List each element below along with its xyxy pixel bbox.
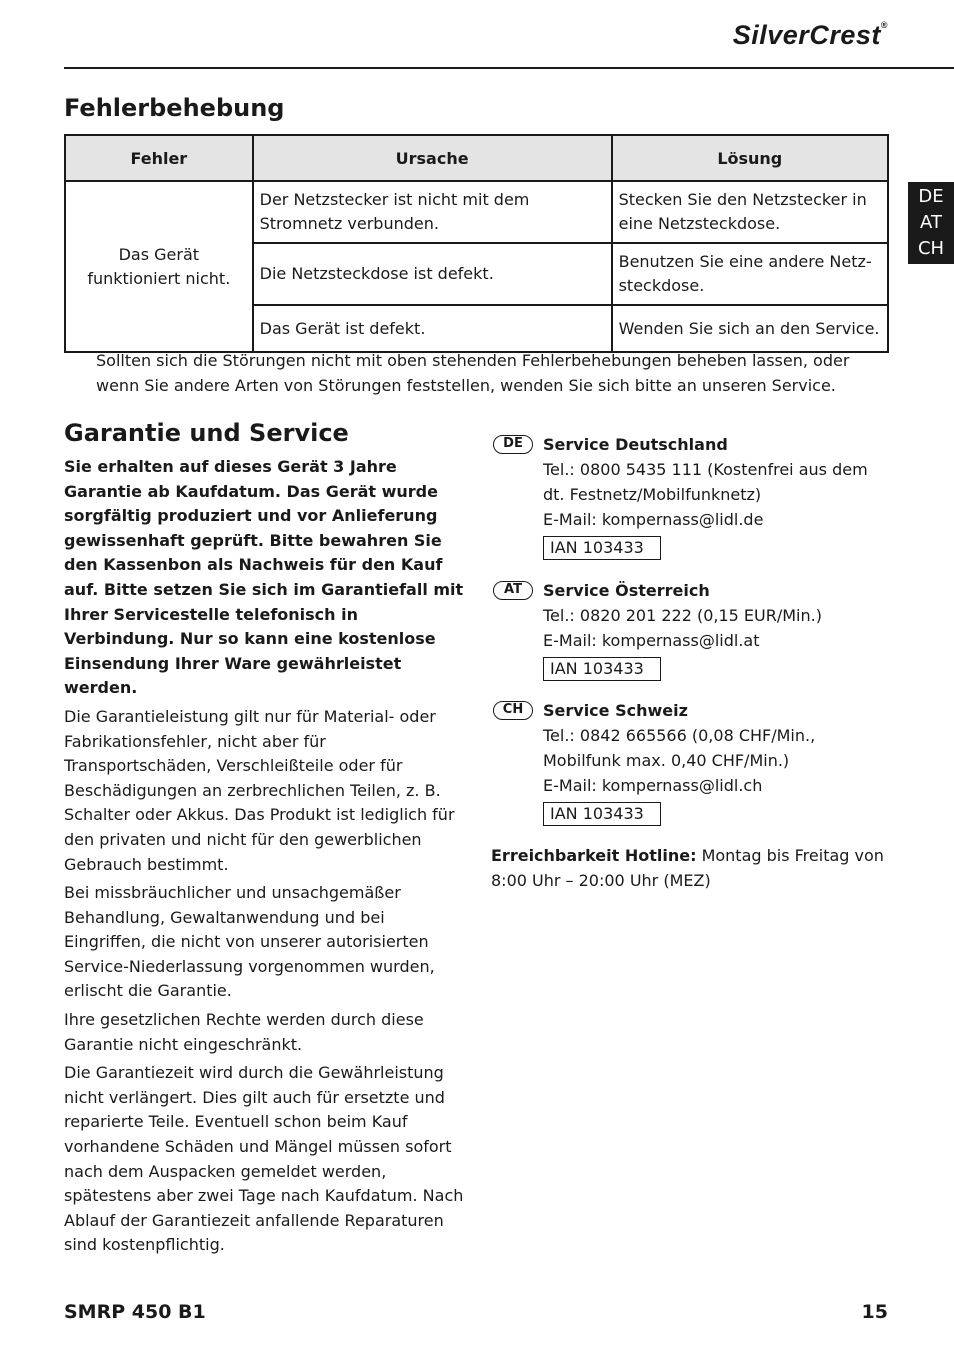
loesung-cell: Stecken Sie den Netzstecker in eine Netzsteckdose. [612, 181, 888, 243]
footer-model: SMRP 450 B1 [64, 1301, 206, 1323]
service-block-de [491, 432, 891, 560]
service-title: Service Schweiz [543, 701, 688, 720]
service-block-ch [491, 698, 891, 826]
hotline-label: Erreichbarkeit Hotline: [491, 846, 697, 865]
service-email: E-Mail: kompernass@lidl.de [543, 510, 764, 529]
warranty-paragraph: Bei missbräuchlicher und unsachgemäßer Behandlung, Gewaltanwendung und bei Eingriffen, die nicht von unserer autorisierten Service-Niederlassung vorgenommen wurden, erlischt die Garantie. [64, 883, 435, 1001]
service-line: Tel.: 0820 201 222 (0,15 EUR/Min.) [543, 606, 822, 625]
service-line: dt. Festnetz/Mobilfunknetz) [543, 485, 762, 504]
warranty-text [64, 455, 466, 1262]
ian-box: IAN 103433 [543, 802, 661, 826]
service-line: Mobilfunk max. 0,40 CHF/Min.) [543, 751, 790, 770]
country-badge-de: DE [493, 435, 533, 454]
table-header-row [65, 135, 888, 181]
ursache-cell: Das Gerät ist defekt. [253, 305, 612, 352]
troubleshooting-table [64, 134, 889, 353]
service-block-at [491, 578, 891, 681]
header-ursache: Ursache [253, 135, 612, 181]
service-email: E-Mail: kompernass@lidl.at [543, 631, 760, 650]
troubleshooting-heading: Fehlerbehebung [64, 94, 285, 122]
language-tab-ch: CH [917, 238, 945, 259]
service-email: E-Mail: kompernass@lidl.ch [543, 776, 763, 795]
loesung-cell: Wenden Sie sich an den Service. [612, 305, 888, 352]
ian-box: IAN 103433 [543, 657, 661, 681]
registered-mark: ® [880, 20, 888, 30]
hotline-info [491, 843, 891, 893]
ian-box: IAN 103433 [543, 536, 661, 560]
language-tab [908, 182, 954, 264]
country-badge-ch: CH [493, 701, 533, 720]
service-title: Service Österreich [543, 581, 710, 600]
table-row [65, 181, 888, 243]
language-tab-de: DE [918, 186, 944, 207]
ursache-cell: Die Netzsteckdose ist defekt. [253, 243, 612, 305]
hotline-text: Montag bis Freitag von 8:00 Uhr – 20:00 Uhr (MEZ) [491, 846, 884, 890]
warranty-paragraph: Ihre gesetzlichen Rechte werden durch diese Garantie nicht eingeschränkt. [64, 1010, 424, 1054]
warranty-paragraph: Die Garantieleistung gilt nur für Material- oder Fabrikationsfehler, nicht aber für Transportschäden, Verschleißteile oder für Beschädigungen an zerbrechlichen Teilen, z. B. Schalter oder Akkus. Das Produkt ist lediglich für den privaten und nicht für den gewerblichen Gebrauch bestimmt. [64, 706, 455, 874]
header-loesung: Lösung [612, 135, 888, 181]
troubleshooting-note: Sollten sich die Störungen nicht mit oben stehenden Fehlerbehebungen beheben lassen, oder wenn Sie andere Arten von Störungen feststellen, wenden Sie sich bitte an unseren Service. [96, 351, 850, 395]
warranty-paragraph: Die Garantiezeit wird durch die Gewährleistung nicht verlängert. Dies gilt auch für ersetzte und reparierte Teile. Eventuell schon beim Kauf vorhandene Schäden und Mängel müssen sofort nach dem Auspacken gemeldet werden, spätestens aber zwei Tage nach Kaufdatum. Nach Ablauf der Garantiezeit anfallende Reparaturen sind kostenpflichtig. [64, 1063, 464, 1255]
header-rule [64, 67, 954, 69]
header-fehler: Fehler [65, 135, 253, 181]
brand-logo-text: SilverCrest [732, 20, 881, 50]
warranty-paragraph: Sie erhalten auf dieses Gerät 3 Jahre Garantie ab Kaufdatum. Das Gerät wurde sorgfältig produziert und vor Anlieferung gewissenhaft geprüft. Bitte bewahren Sie den Kassenbon als Nachweis für den Kauf auf. Bitte setzen Sie sich im Garantiefall mit Ihrer Servicestelle telefonisch in Verbindung. Nur so kann eine kostenlose Einsendung Ihrer Ware gewährleistet werden. [64, 457, 464, 698]
service-line: Tel.: 0800 5435 111 (Kostenfrei aus dem [543, 460, 868, 479]
language-tab-at: AT [920, 212, 942, 233]
ursache-cell: Der Netzstecker ist nicht mit dem Stromnetz verbunden. [253, 181, 612, 243]
brand-logo [733, 20, 888, 51]
warranty-heading: Garantie und Service [64, 419, 349, 447]
fehler-cell: Das Gerät funktioniert nicht. [65, 181, 253, 352]
service-line: Tel.: 0842 665566 (0,08 CHF/Min., [543, 726, 816, 745]
loesung-cell: Benutzen Sie eine andere Netz-steckdose. [612, 243, 888, 305]
page-number: 15 [861, 1301, 888, 1323]
country-badge-at: AT [493, 581, 533, 600]
service-title: Service Deutschland [543, 435, 728, 454]
